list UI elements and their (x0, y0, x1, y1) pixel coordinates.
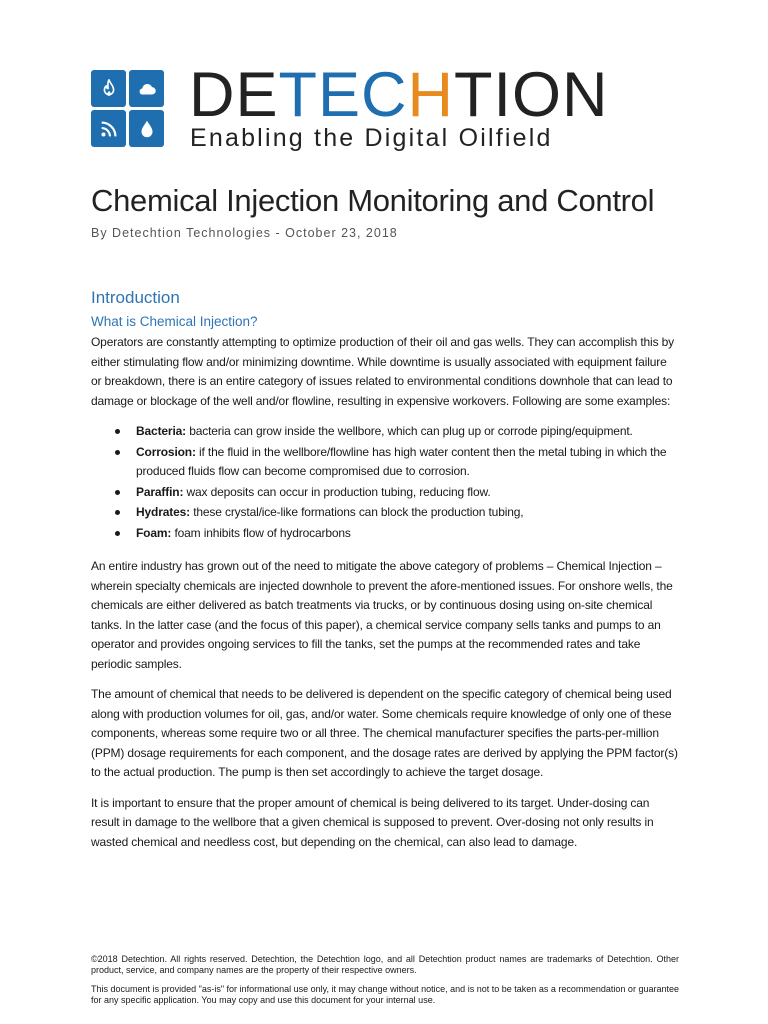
section-heading-introduction: Introduction (91, 288, 180, 307)
list-item (91, 443, 679, 482)
logo-icon-grid (91, 70, 163, 148)
list-item-text: these crystal/ice-like formations can block the production tubing, (190, 505, 524, 519)
document-title: Chemical Injection Monitoring and Control (91, 183, 655, 218)
bullet-icon (115, 510, 120, 515)
list-item-text: wax deposits can occur in production tubing, reducing flow. (183, 484, 491, 499)
list-item-term: Foam: (136, 525, 172, 540)
examples-list (91, 422, 679, 543)
rss-icon (98, 118, 120, 140)
footer-copyright: ©2018 Detechtion. All rights reserved. Detechtion, the Detechtion logo, and all Detechtion product names are trademarks of Detechtion. Other product, service, and company names are the property of their respective owners. (91, 954, 679, 975)
list-item-text: bacteria can grow inside the wellbore, which can plug up or corrode piping/equipment. (186, 424, 633, 438)
wordmark-part-2: TEC (278, 60, 408, 130)
fire-icon (98, 78, 120, 100)
bullet-icon (115, 450, 120, 455)
list-item-text: foam inhibits flow of hydrocarbons (171, 525, 351, 540)
subsection-heading: What is Chemical Injection? (91, 314, 258, 329)
logo-tile-fire (91, 70, 126, 107)
logo-tagline: Enabling the Digital Oilfield (190, 124, 553, 152)
bullet-icon (115, 490, 120, 495)
document-footer (91, 954, 679, 1014)
paragraph-4: It is important to ensure that the proper amount of chemical is being delivered to its target. Under-dosing can result in damage to the wellbore that a given chemical is supposed to prevent. Over-dosing not only results in wasted chemical and needless cost, but depending on the chemical, can also lead to damage. (91, 795, 654, 849)
paragraph-3: The amount of chemical that needs to be delivered is dependent on the specific category of chemical being used along with production volumes for oil, gas, and/or water. Some chemicals require knowledge of only one of these components, whereas some require two or all three. The chemical manufacturer specifies the parts-per-million (PPM) dosage requirements for each component, and the dosage rates are derived by applying the PPM factor(s) to the actual production. The pump is then set accordingly to achieve the target dosage. (91, 687, 678, 779)
wordmark-part-1: DE (189, 60, 279, 130)
cloud-icon (136, 78, 158, 100)
logo-tile-cloud (129, 70, 164, 107)
water-drop-icon (136, 118, 158, 140)
document-body (91, 288, 679, 863)
paragraph-1: Operators are constantly attempting to optimize production of their oil and gas wells. They can accomplish this by either stimulating flow and/or minimizing downtime. While downtime is usually associated with equipment failure or breakdown, there is an entire category of issues related to environmental conditions downhole that can lead to damage or blockage of the well and/or flowline, resulting in expensive workovers. Following are some examples: (91, 335, 674, 408)
document-byline: By Detechtion Technologies - October 23, 2018 (91, 226, 398, 240)
list-item-term: Corrosion: (136, 444, 196, 459)
wordmark-part-3: H (407, 60, 455, 130)
list-item (91, 483, 679, 503)
list-item (91, 524, 679, 544)
logo-tile-drop (129, 110, 164, 147)
list-item (91, 422, 679, 442)
bullet-icon (115, 531, 120, 536)
list-item-term: Bacteria: (136, 424, 187, 438)
wordmark-part-4: TION (454, 60, 609, 130)
footer-disclaimer: This document is provided "as-is" for informational use only, it may change without notice, and is not to be taken as a recommendation or guarantee for any specific application. You may copy and use this document for your internal use. (91, 984, 679, 1005)
logo-tile-rss (91, 110, 126, 147)
company-logo (91, 60, 661, 152)
list-item-text: if the fluid in the wellbore/flowline has high water content then the metal tubing in which the produced fluids flow can become compromised due to corrosion. (136, 444, 667, 478)
paragraph-2: An entire industry has grown out of the need to mitigate the above category of problems – Chemical Injection – wherein specialty chemicals are injected downhole to prevent the afore-mentioned issues. For onshore wells, the chemicals are either delivered as batch treatments via trucks, or by continuous dosing using on-site chemical tanks. In the latter case (and the focus of this paper), a chemical service company sells tanks and pumps to an operator and provides ongoing services to fill the tanks, set the pumps at the recommended rates and take periodic samples. (91, 559, 673, 671)
list-item-term: Paraffin: (136, 484, 184, 499)
bullet-icon (115, 429, 120, 434)
list-item (91, 503, 679, 523)
logo-wordmark (189, 62, 609, 128)
list-item-term: Hydrates: (136, 505, 191, 519)
